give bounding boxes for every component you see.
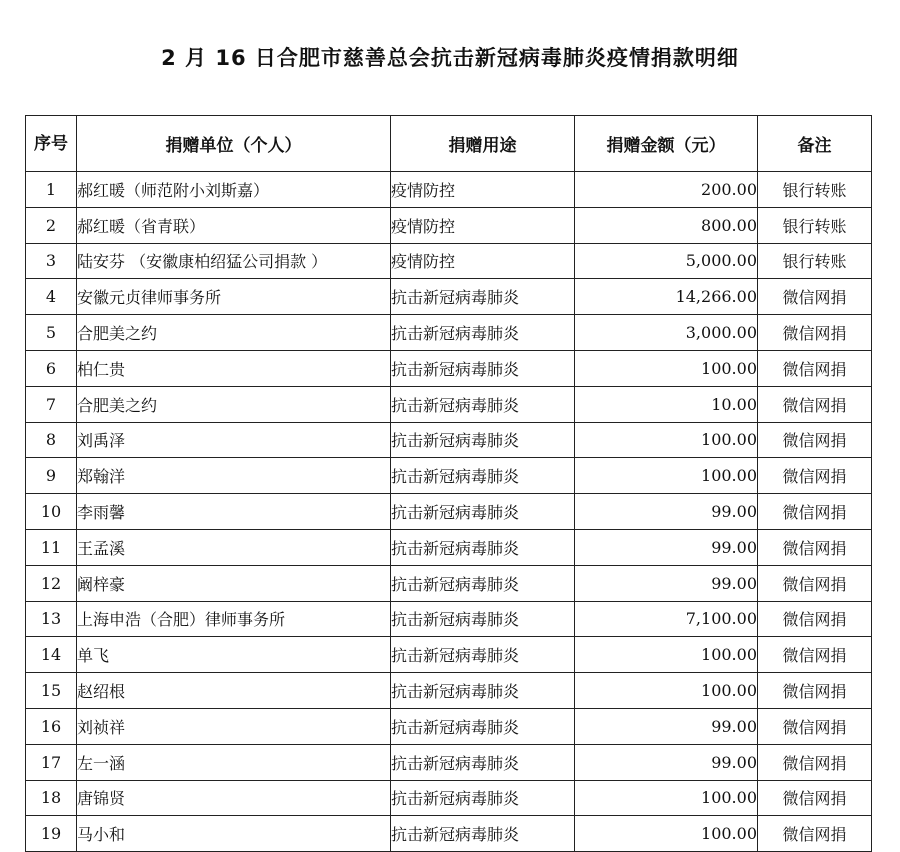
table-row bbox=[26, 172, 872, 208]
cell-seq: 18 bbox=[26, 780, 77, 816]
cell-amount: 200.00 bbox=[575, 172, 758, 208]
table-row bbox=[26, 780, 872, 816]
cell-note: 微信网捐 bbox=[758, 565, 872, 601]
table-header-row bbox=[26, 116, 872, 172]
cell-amount: 100.00 bbox=[575, 458, 758, 494]
cell-seq: 19 bbox=[26, 816, 77, 852]
cell-seq: 13 bbox=[26, 601, 77, 637]
cell-amount: 100.00 bbox=[575, 422, 758, 458]
cell-seq: 10 bbox=[26, 494, 77, 530]
cell-seq: 15 bbox=[26, 673, 77, 709]
cell-note: 微信网捐 bbox=[758, 458, 872, 494]
table-row bbox=[26, 601, 872, 637]
cell-purpose: 抗击新冠病毒肺炎 bbox=[391, 744, 575, 780]
column-header-seq: 序号 bbox=[26, 116, 77, 172]
cell-note: 银行转账 bbox=[758, 243, 872, 279]
cell-donor: 合肥美之约 bbox=[77, 315, 391, 351]
cell-donor: 左一涵 bbox=[77, 744, 391, 780]
cell-purpose: 抗击新冠病毒肺炎 bbox=[391, 422, 575, 458]
cell-purpose: 抗击新冠病毒肺炎 bbox=[391, 673, 575, 709]
cell-purpose: 疫情防控 bbox=[391, 243, 575, 279]
cell-seq: 3 bbox=[26, 243, 77, 279]
cell-amount: 99.00 bbox=[575, 744, 758, 780]
cell-seq: 5 bbox=[26, 315, 77, 351]
cell-purpose: 抗击新冠病毒肺炎 bbox=[391, 816, 575, 852]
cell-note: 微信网捐 bbox=[758, 529, 872, 565]
column-header-amount: 捐赠金额（元） bbox=[575, 116, 758, 172]
cell-seq: 9 bbox=[26, 458, 77, 494]
cell-purpose: 抗击新冠病毒肺炎 bbox=[391, 279, 575, 315]
cell-seq: 2 bbox=[26, 207, 77, 243]
cell-amount: 100.00 bbox=[575, 673, 758, 709]
cell-seq: 16 bbox=[26, 708, 77, 744]
cell-note: 微信网捐 bbox=[758, 637, 872, 673]
cell-note: 微信网捐 bbox=[758, 601, 872, 637]
cell-amount: 100.00 bbox=[575, 816, 758, 852]
table-row bbox=[26, 422, 872, 458]
cell-note: 微信网捐 bbox=[758, 708, 872, 744]
cell-purpose: 抗击新冠病毒肺炎 bbox=[391, 780, 575, 816]
cell-seq: 12 bbox=[26, 565, 77, 601]
cell-amount: 100.00 bbox=[575, 637, 758, 673]
cell-donor: 阚梓豪 bbox=[77, 565, 391, 601]
cell-purpose: 疫情防控 bbox=[391, 207, 575, 243]
table-row bbox=[26, 744, 872, 780]
cell-note: 银行转账 bbox=[758, 172, 872, 208]
table-row bbox=[26, 637, 872, 673]
cell-purpose: 抗击新冠病毒肺炎 bbox=[391, 315, 575, 351]
cell-purpose: 抗击新冠病毒肺炎 bbox=[391, 565, 575, 601]
cell-note: 银行转账 bbox=[758, 207, 872, 243]
cell-seq: 14 bbox=[26, 637, 77, 673]
cell-donor: 唐锦贤 bbox=[77, 780, 391, 816]
cell-amount: 800.00 bbox=[575, 207, 758, 243]
page-title: 2 月 16 日合肥市慈善总会抗击新冠病毒肺炎疫情捐款明细 bbox=[161, 46, 739, 70]
cell-seq: 1 bbox=[26, 172, 77, 208]
table-row bbox=[26, 529, 872, 565]
cell-note: 微信网捐 bbox=[758, 350, 872, 386]
cell-donor: 上海申浩（合肥）律师事务所 bbox=[77, 601, 391, 637]
cell-donor: 李雨馨 bbox=[77, 494, 391, 530]
table-row bbox=[26, 708, 872, 744]
cell-donor: 马小和 bbox=[77, 816, 391, 852]
table-row bbox=[26, 673, 872, 709]
cell-seq: 8 bbox=[26, 422, 77, 458]
cell-amount: 14,266.00 bbox=[575, 279, 758, 315]
cell-amount: 7,100.00 bbox=[575, 601, 758, 637]
table-row bbox=[26, 207, 872, 243]
cell-purpose: 抗击新冠病毒肺炎 bbox=[391, 529, 575, 565]
cell-seq: 7 bbox=[26, 386, 77, 422]
donation-table bbox=[25, 115, 872, 852]
cell-amount: 99.00 bbox=[575, 708, 758, 744]
cell-amount: 100.00 bbox=[575, 350, 758, 386]
cell-purpose: 疫情防控 bbox=[391, 172, 575, 208]
column-header-donor: 捐赠单位（个人） bbox=[77, 116, 391, 172]
cell-amount: 10.00 bbox=[575, 386, 758, 422]
table-row bbox=[26, 350, 872, 386]
cell-seq: 4 bbox=[26, 279, 77, 315]
cell-donor: 柏仁贵 bbox=[77, 350, 391, 386]
cell-note: 微信网捐 bbox=[758, 673, 872, 709]
table-row bbox=[26, 315, 872, 351]
column-header-note: 备注 bbox=[758, 116, 872, 172]
cell-amount: 3,000.00 bbox=[575, 315, 758, 351]
cell-note: 微信网捐 bbox=[758, 816, 872, 852]
cell-purpose: 抗击新冠病毒肺炎 bbox=[391, 458, 575, 494]
cell-amount: 99.00 bbox=[575, 565, 758, 601]
cell-seq: 11 bbox=[26, 529, 77, 565]
table-row bbox=[26, 279, 872, 315]
cell-donor: 合肥美之约 bbox=[77, 386, 391, 422]
cell-amount: 99.00 bbox=[575, 494, 758, 530]
cell-donor: 刘禹泽 bbox=[77, 422, 391, 458]
cell-donor: 郝红暖（省青联） bbox=[77, 207, 391, 243]
cell-seq: 6 bbox=[26, 350, 77, 386]
table-row bbox=[26, 816, 872, 852]
cell-donor: 陆安芬 （安徽康柏绍猛公司捐款 ） bbox=[77, 243, 391, 279]
column-header-purpose: 捐赠用途 bbox=[391, 116, 575, 172]
cell-donor: 郝红暖（师范附小刘斯嘉） bbox=[77, 172, 391, 208]
cell-amount: 99.00 bbox=[575, 529, 758, 565]
cell-donor: 王孟溪 bbox=[77, 529, 391, 565]
table-row bbox=[26, 243, 872, 279]
cell-note: 微信网捐 bbox=[758, 386, 872, 422]
cell-seq: 17 bbox=[26, 744, 77, 780]
cell-note: 微信网捐 bbox=[758, 279, 872, 315]
cell-purpose: 抗击新冠病毒肺炎 bbox=[391, 637, 575, 673]
cell-note: 微信网捐 bbox=[758, 494, 872, 530]
cell-donor: 赵绍根 bbox=[77, 673, 391, 709]
table-row bbox=[26, 494, 872, 530]
cell-donor: 郑翰洋 bbox=[77, 458, 391, 494]
cell-purpose: 抗击新冠病毒肺炎 bbox=[391, 601, 575, 637]
table-row bbox=[26, 458, 872, 494]
table-row bbox=[26, 565, 872, 601]
cell-amount: 5,000.00 bbox=[575, 243, 758, 279]
cell-amount: 100.00 bbox=[575, 780, 758, 816]
cell-note: 微信网捐 bbox=[758, 315, 872, 351]
table-row bbox=[26, 386, 872, 422]
cell-note: 微信网捐 bbox=[758, 780, 872, 816]
cell-note: 微信网捐 bbox=[758, 422, 872, 458]
cell-purpose: 抗击新冠病毒肺炎 bbox=[391, 494, 575, 530]
cell-purpose: 抗击新冠病毒肺炎 bbox=[391, 708, 575, 744]
cell-donor: 单飞 bbox=[77, 637, 391, 673]
cell-donor: 刘祯祥 bbox=[77, 708, 391, 744]
cell-note: 微信网捐 bbox=[758, 744, 872, 780]
cell-donor: 安徽元贞律师事务所 bbox=[77, 279, 391, 315]
cell-purpose: 抗击新冠病毒肺炎 bbox=[391, 350, 575, 386]
cell-purpose: 抗击新冠病毒肺炎 bbox=[391, 386, 575, 422]
